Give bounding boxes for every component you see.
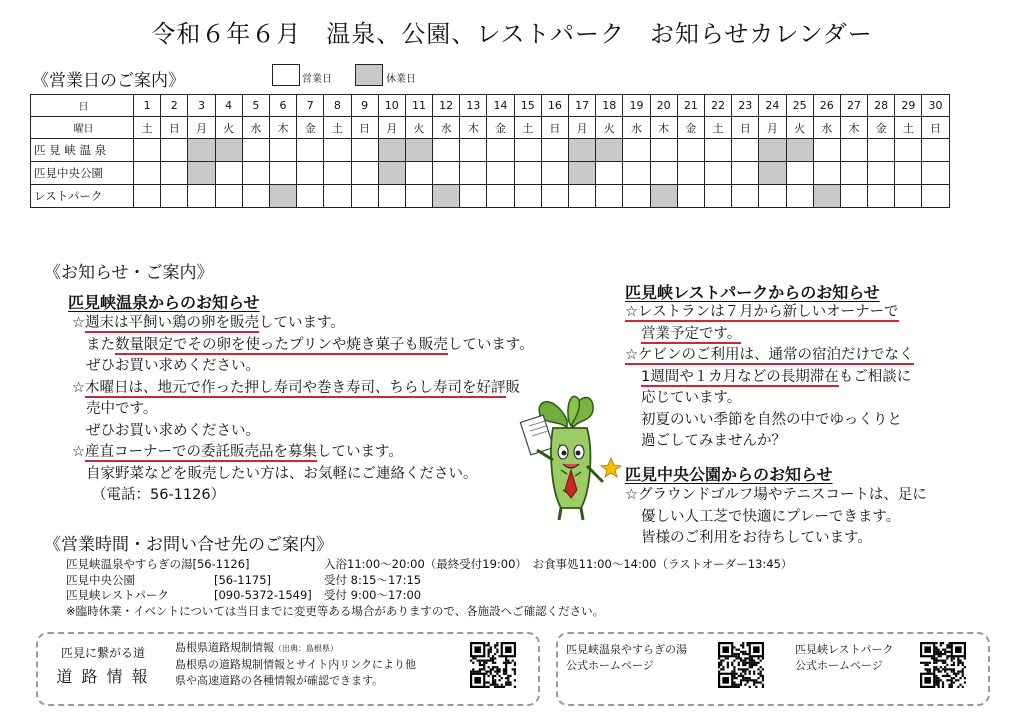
calendar-cell bbox=[433, 139, 460, 162]
calendar-cell bbox=[704, 185, 731, 208]
calendar-cell bbox=[487, 139, 514, 162]
hours-row-park: 匹見中央公園 [56-1175] 受付 8:15～17:15 bbox=[66, 572, 422, 587]
calendar-day-13: 13 bbox=[460, 95, 487, 117]
park-line-1: ☆グラウンドゴルフ場やテニスコートは、足に bbox=[625, 487, 927, 503]
calendar-weekday-1: 土 bbox=[134, 117, 161, 139]
calendar-cell bbox=[596, 162, 623, 185]
calendar-weekday-24: 月 bbox=[759, 117, 786, 139]
calendar-cell bbox=[405, 162, 432, 185]
calendar-day-10: 10 bbox=[378, 95, 405, 117]
calendar-weekday-11: 火 bbox=[405, 117, 432, 139]
calendar-cell bbox=[297, 162, 324, 185]
notices-heading: 《お知らせ・ご案内》 bbox=[44, 263, 214, 283]
calendar-cell bbox=[514, 139, 541, 162]
onsen-line-2: また数量限定でその卵を使ったプリンや焼き菓子も販売しています。 bbox=[86, 336, 534, 353]
calendar-cell bbox=[297, 139, 324, 162]
onsen-line-1-text: 週末は平飼い鶏の卵を販売しています。 bbox=[85, 315, 345, 331]
restpark-line-5: 応じています。 bbox=[641, 390, 742, 406]
calendar-cell bbox=[405, 185, 432, 208]
calendar-day-22: 22 bbox=[704, 95, 731, 117]
calendar-cell bbox=[677, 185, 704, 208]
page-title: 令和６年６月 温泉、公園、レストパーク お知らせカレンダー bbox=[151, 20, 873, 48]
onsen-line-5: 売中です。 bbox=[86, 401, 158, 417]
calendar-weekday-16: 日 bbox=[541, 117, 568, 139]
calendar-weekday-3: 月 bbox=[188, 117, 215, 139]
calendar-cell bbox=[541, 185, 568, 208]
restpark-line-7: 過ごしてみませんか？ bbox=[641, 433, 786, 449]
wasabi-mascot-illustration bbox=[515, 390, 630, 525]
calendar-weekday-28: 金 bbox=[868, 117, 895, 139]
calendar-day-26: 26 bbox=[813, 95, 840, 117]
calendar-day-15: 15 bbox=[514, 95, 541, 117]
calendar-weekday-2: 日 bbox=[161, 117, 188, 139]
onsen-site-line-2: 公式ホームページ bbox=[566, 659, 654, 672]
calendar-cell bbox=[188, 139, 215, 162]
calendar-cell bbox=[569, 139, 596, 162]
calendar-cell bbox=[813, 139, 840, 162]
road-info-title: 島根県道路規制情報 bbox=[175, 641, 274, 654]
legend-closed-swatch bbox=[355, 64, 383, 86]
calendar-day-29: 29 bbox=[895, 95, 922, 117]
calendar-cell bbox=[786, 162, 813, 185]
calendar-weekday-10: 月 bbox=[378, 117, 405, 139]
restpark-site-line-1: 匹見峡レストパーク bbox=[795, 643, 894, 656]
calendar-cell bbox=[161, 139, 188, 162]
onsen-line-4: ☆木曜日は、地元で作った押し寿司や巻き寿司、ちらし寿司を好評販 bbox=[72, 379, 520, 396]
calendar-cell bbox=[215, 162, 242, 185]
road-info-line-2: 県や高速道路の各種情報が確認できます。 bbox=[175, 674, 384, 687]
calendar-cell bbox=[269, 139, 296, 162]
calendar-facility-name: 匹見中央公園 bbox=[31, 162, 134, 185]
calendar-weekday-6: 木 bbox=[269, 117, 296, 139]
calendar-cell bbox=[215, 139, 242, 162]
calendar-cell bbox=[786, 185, 813, 208]
onsen-notice-body bbox=[72, 313, 534, 507]
calendar-cell bbox=[324, 162, 351, 185]
calendar-cell bbox=[704, 162, 731, 185]
calendar-cell bbox=[704, 139, 731, 162]
calendar-cell bbox=[895, 185, 922, 208]
calendar-cell bbox=[922, 139, 949, 162]
calendar-weekday-5: 水 bbox=[242, 117, 269, 139]
calendar-cell bbox=[677, 139, 704, 162]
onsen-line-6: ぜひお買い求めください。 bbox=[86, 422, 260, 439]
calendar-cell bbox=[569, 162, 596, 185]
restpark-site-label bbox=[795, 642, 893, 674]
park-line-3: 皆様のご利用をお待ちしています。 bbox=[641, 530, 872, 546]
park-notice-heading: 匹見中央公園からのお知らせ bbox=[625, 465, 833, 484]
onsen-site-line-1: 匹見峡温泉やすらぎの湯 bbox=[566, 643, 687, 656]
calendar-cell bbox=[541, 162, 568, 185]
calendar-cell bbox=[650, 185, 677, 208]
calendar-day-18: 18 bbox=[596, 95, 623, 117]
onsen-line-8: 自家野菜などを販売したい方は、お気軽にご連絡ください。 bbox=[86, 465, 478, 482]
calendar-day-19: 19 bbox=[623, 95, 650, 117]
calendar-cell bbox=[242, 139, 269, 162]
calendar-cell bbox=[269, 185, 296, 208]
calendar-cell bbox=[868, 139, 895, 162]
calendar-weekday-4: 火 bbox=[215, 117, 242, 139]
onsen-notice-heading: 匹見峡温泉からのお知らせ bbox=[68, 293, 260, 312]
calendar-cell bbox=[134, 139, 161, 162]
calendar-weekday-22: 土 bbox=[704, 117, 731, 139]
calendar-weekday-12: 水 bbox=[433, 117, 460, 139]
onsen-line-3: ぜひお買い求めください。 bbox=[86, 358, 260, 374]
calendar-cell bbox=[351, 185, 378, 208]
calendar-cell bbox=[269, 162, 296, 185]
calendar-cell bbox=[134, 162, 161, 185]
hours-row-onsen: 匹見峡温泉やすらぎの湯[56-1126] 入浴11:00～20:00（最終受付19:00） お食事処11:00～14:00（ラストオーダー13:45） bbox=[66, 557, 793, 571]
calendar-weekday-19: 水 bbox=[623, 117, 650, 139]
calendar-cell bbox=[813, 185, 840, 208]
calendar-cell bbox=[732, 139, 759, 162]
calendar-day-25: 25 bbox=[786, 95, 813, 117]
calendar-weekday-7: 金 bbox=[297, 117, 324, 139]
calendar-day-20: 20 bbox=[650, 95, 677, 117]
hours-heading: 《営業時間・お問い合せ先のご案内》 bbox=[44, 535, 333, 555]
calendar-cell bbox=[759, 185, 786, 208]
restpark-site-line-2: 公式ホームページ bbox=[795, 659, 883, 672]
onsen-line-1: ☆週末は平飼い鶏の卵を販売しています。 bbox=[72, 315, 345, 331]
restpark-line-1: ☆レストランは７月から新しいオーナーで bbox=[625, 304, 899, 320]
calendar-cell bbox=[161, 185, 188, 208]
restpark-notice-heading: 匹見峡レストパークからのお知らせ bbox=[625, 283, 880, 302]
calendar-facility-row bbox=[31, 139, 950, 162]
calendar-weekday-21: 金 bbox=[677, 117, 704, 139]
legend-open-swatch bbox=[272, 64, 300, 86]
calendar-day-6: 6 bbox=[269, 95, 296, 117]
calendar-day-17: 17 bbox=[569, 95, 596, 117]
calendar-cell bbox=[840, 162, 867, 185]
calendar-cell bbox=[541, 139, 568, 162]
road-info-source: （出典：島根県） bbox=[274, 644, 338, 653]
calendar-cell bbox=[596, 185, 623, 208]
calendar-facility-name: 匹 見 峡 温 泉 bbox=[31, 139, 134, 162]
calendar-cell bbox=[378, 162, 405, 185]
calendar-day-11: 11 bbox=[405, 95, 432, 117]
onsen-site-qr-code[interactable] bbox=[718, 642, 764, 688]
calendar-cell bbox=[460, 139, 487, 162]
calendar-cell bbox=[378, 185, 405, 208]
calendar-weekday-20: 木 bbox=[650, 117, 677, 139]
calendar-facility-row bbox=[31, 162, 950, 185]
calendar-cell bbox=[868, 162, 895, 185]
calendar-cell bbox=[514, 185, 541, 208]
calendar-cell bbox=[623, 162, 650, 185]
calendar-facility-row bbox=[31, 185, 950, 208]
calendar-cell bbox=[922, 162, 949, 185]
legend-closed-label: 休業日 bbox=[386, 74, 416, 85]
calendar-day-8: 8 bbox=[324, 95, 351, 117]
calendar-cell bbox=[569, 185, 596, 208]
calendar-day-header: 日 bbox=[31, 95, 134, 117]
calendar-day-1: 1 bbox=[134, 95, 161, 117]
calendar-cell bbox=[242, 162, 269, 185]
calendar-weekday-9: 日 bbox=[351, 117, 378, 139]
hours-note: ※臨時休業・イベントについては当日までに変更等ある場合がありますので、各施設へご確認ください。 bbox=[66, 603, 605, 618]
calendar-cell bbox=[650, 139, 677, 162]
calendar-weekday-8: 土 bbox=[324, 117, 351, 139]
calendar-cell bbox=[188, 185, 215, 208]
calendar-weekday-14: 金 bbox=[487, 117, 514, 139]
calendar-day-21: 21 bbox=[677, 95, 704, 117]
calendar-cell bbox=[840, 185, 867, 208]
hours-row-restpark: 匹見峡レストパーク [090-5372-1549] 受付 9:00～17:00 bbox=[66, 588, 422, 602]
calendar-day-7: 7 bbox=[297, 95, 324, 117]
calendar-day-5: 5 bbox=[242, 95, 269, 117]
calendar-cell bbox=[922, 185, 949, 208]
road-info-line-1: 島根県の道路規制情報とサイト内リンクにより他 bbox=[175, 658, 417, 671]
calendar-cell bbox=[813, 162, 840, 185]
calendar-cell bbox=[433, 185, 460, 208]
mascot-leaves bbox=[539, 396, 593, 428]
calendar-weekday-26: 水 bbox=[813, 117, 840, 139]
calendar-cell bbox=[405, 139, 432, 162]
calendar-day-2: 2 bbox=[161, 95, 188, 117]
calendar-cell bbox=[786, 139, 813, 162]
calendar-weekday-23: 日 bbox=[732, 117, 759, 139]
business-days-heading: 《営業日のご案内》 bbox=[32, 71, 185, 91]
restpark-line-6: 初夏のいい季節を自然の中でゆっくりと bbox=[641, 411, 902, 428]
calendar-day-24: 24 bbox=[759, 95, 786, 117]
onsen-line-7: ☆産直コーナーでの委託販売品を募集しています。 bbox=[72, 444, 403, 460]
hours-list bbox=[66, 557, 792, 619]
calendar-day-23: 23 bbox=[732, 95, 759, 117]
calendar-cell bbox=[487, 185, 514, 208]
calendar-day-4: 4 bbox=[215, 95, 242, 117]
calendar-cell bbox=[759, 162, 786, 185]
onsen-site-label bbox=[566, 642, 687, 674]
calendar-cell bbox=[460, 162, 487, 185]
calendar-cell bbox=[868, 185, 895, 208]
calendar-weekday-29: 土 bbox=[895, 117, 922, 139]
calendar-weekday-25: 火 bbox=[786, 117, 813, 139]
calendar-cell bbox=[242, 185, 269, 208]
calendar-day-16: 16 bbox=[541, 95, 568, 117]
calendar-cell bbox=[759, 139, 786, 162]
restpark-site-qr-code[interactable] bbox=[920, 642, 966, 688]
business-calendar bbox=[30, 94, 950, 208]
calendar-weekday-header: 曜日 bbox=[31, 117, 134, 139]
calendar-cell bbox=[324, 139, 351, 162]
calendar-cell bbox=[351, 162, 378, 185]
calendar-facility-name: レストパーク bbox=[31, 185, 134, 208]
road-title-1: 匹見に繋がる道 bbox=[60, 646, 145, 660]
calendar-day-12: 12 bbox=[433, 95, 460, 117]
restpark-line-3: ☆ケビンのご利用は、通常の宿泊だけでなく bbox=[625, 347, 914, 363]
calendar-day-27: 27 bbox=[840, 95, 867, 117]
calendar-cell bbox=[460, 185, 487, 208]
calendar-cell bbox=[732, 162, 759, 185]
calendar-cell bbox=[895, 162, 922, 185]
calendar-cell bbox=[134, 185, 161, 208]
calendar-cell bbox=[596, 139, 623, 162]
park-notice-body bbox=[625, 485, 927, 550]
calendar-cell bbox=[188, 162, 215, 185]
calendar-weekday-17: 月 bbox=[569, 117, 596, 139]
calendar-weekday-27: 木 bbox=[840, 117, 867, 139]
calendar-weekday-13: 木 bbox=[460, 117, 487, 139]
onsen-line-9: （電話：56-1126） bbox=[92, 487, 226, 503]
road-title-2: 道 路 情 報 bbox=[56, 667, 150, 686]
calendar-cell bbox=[895, 139, 922, 162]
calendar-cell bbox=[840, 139, 867, 162]
restpark-line-4: 1週間や１カ月などの長期滞在もご相談に bbox=[641, 368, 912, 385]
restpark-line-2: 営業予定です。 bbox=[641, 325, 742, 342]
calendar-day-28: 28 bbox=[868, 95, 895, 117]
calendar-cell bbox=[623, 185, 650, 208]
restpark-notice-body bbox=[625, 302, 914, 453]
calendar-weekday-18: 火 bbox=[596, 117, 623, 139]
calendar-day-3: 3 bbox=[188, 95, 215, 117]
calendar-cell bbox=[433, 162, 460, 185]
calendar-cell bbox=[297, 185, 324, 208]
calendar-cell bbox=[161, 162, 188, 185]
calendar-cell bbox=[677, 162, 704, 185]
calendar-cell bbox=[650, 162, 677, 185]
road-info-qr-code[interactable] bbox=[470, 642, 516, 688]
calendar-weekday-15: 土 bbox=[514, 117, 541, 139]
calendar-cell bbox=[215, 185, 242, 208]
calendar-cell bbox=[324, 185, 351, 208]
calendar-cell bbox=[351, 139, 378, 162]
calendar-day-9: 9 bbox=[351, 95, 378, 117]
calendar-cell bbox=[514, 162, 541, 185]
calendar-cell bbox=[487, 162, 514, 185]
calendar-day-30: 30 bbox=[922, 95, 949, 117]
calendar-day-14: 14 bbox=[487, 95, 514, 117]
calendar-cell bbox=[378, 139, 405, 162]
calendar-weekday-30: 日 bbox=[922, 117, 949, 139]
calendar-cell bbox=[623, 139, 650, 162]
road-info-text bbox=[175, 640, 416, 689]
legend-open-label: 営業日 bbox=[302, 74, 332, 85]
park-line-2: 優しい人工芝で快適にプレーできます。 bbox=[641, 508, 901, 525]
calendar-cell bbox=[732, 185, 759, 208]
